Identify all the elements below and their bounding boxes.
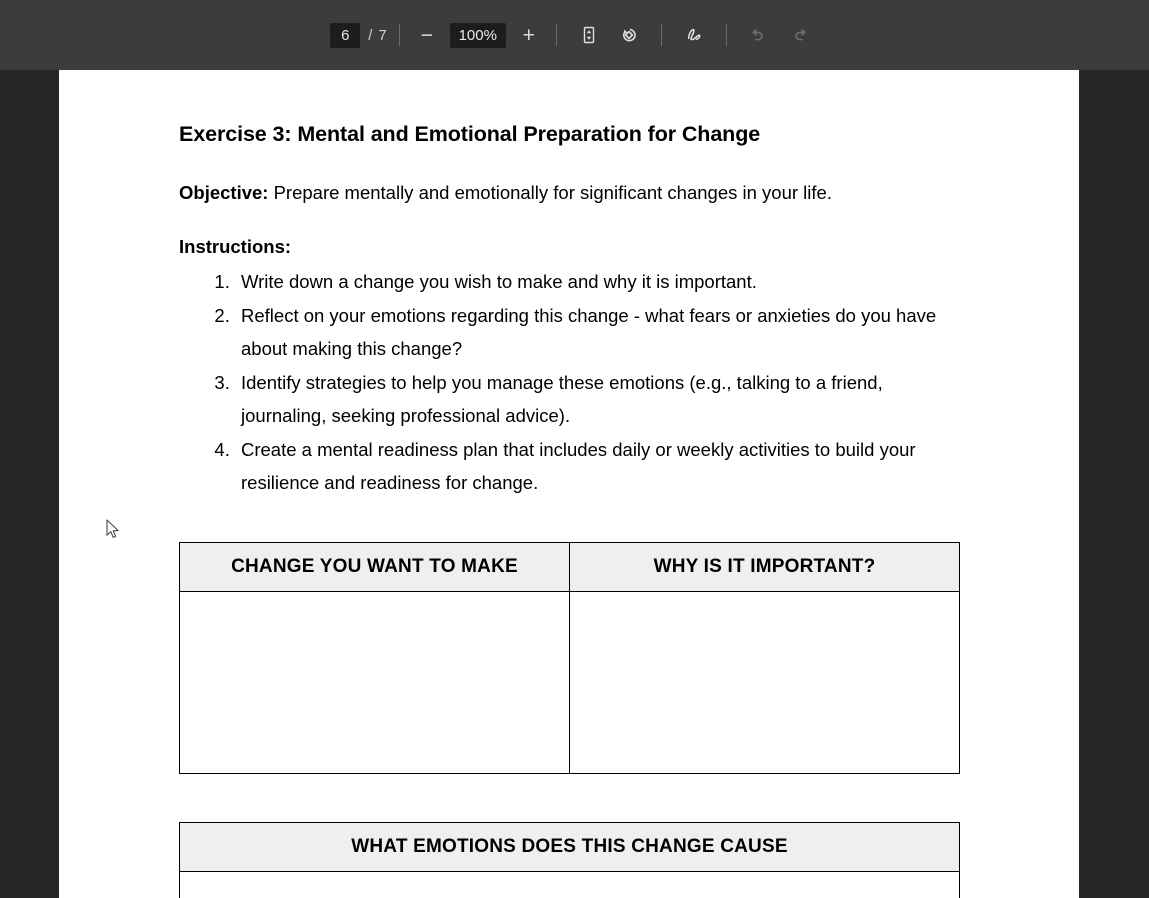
zoom-level-value[interactable]: 100% [450,23,506,48]
pdf-toolbar [0,0,1149,70]
emotions-table-body [180,871,960,898]
zoom-group [412,20,544,50]
instructions-list [179,266,959,499]
page-total-count: 7 [378,26,387,44]
page-separator: / [368,26,373,44]
zoom-in-button[interactable]: + [514,20,544,50]
rotate-counterclockwise-icon[interactable] [613,19,645,51]
table-row [180,871,960,898]
objective-paragraph [179,181,959,205]
table-spacer [179,774,959,822]
page-content [59,70,1079,898]
ink-draw-icon[interactable] [678,19,710,51]
page-title: Exercise 3: Mental and Emotional Preparation for Change [179,122,761,146]
table-header-cell: CHANGE YOU WANT TO MAKE [180,542,570,591]
list-item: 1. Write down a change you wish to make and why it is important. [235,266,959,299]
pdf-page [59,70,1079,898]
toolbar-divider-1 [399,24,400,46]
page-number-input[interactable] [330,23,360,48]
page-navigation-group [330,23,387,48]
table-cell[interactable] [180,591,570,773]
pdf-page-viewport[interactable] [0,70,1149,898]
objective-label: Objective: [179,182,269,203]
change-table [179,542,960,774]
change-table-head [180,542,960,591]
toolbar-divider-2 [556,24,557,46]
emotions-table [179,822,960,898]
list-item: 2. Reflect on your emotions regarding this change - what fears or anxieties do you have about making this change? [235,300,959,366]
toolbar-divider-4 [726,24,727,46]
list-item: 4. Create a mental readiness plan that includes daily or weekly activities to build your resilience and readiness for change. [235,434,959,500]
objective-text: Prepare mentally and emotionally for significant changes in your life. [268,182,832,203]
zoom-out-button[interactable]: − [412,20,442,50]
table-cell[interactable] [180,871,960,898]
list-item: 3. Identify strategies to help you manage these emotions (e.g., talking to a friend, journaling, seeking professional advice). [235,367,959,433]
history-group [739,19,819,51]
table-header-row [180,542,960,591]
instructions-label: Instructions: [179,236,292,258]
annotate-group [674,19,714,51]
emotions-table-head [180,822,960,871]
redo-icon[interactable] [783,19,815,51]
page-fit-icon[interactable] [573,19,605,51]
change-table-body [180,591,960,773]
table-header-cell: WHY IS IT IMPORTANT? [570,542,960,591]
undo-icon[interactable] [743,19,775,51]
toolbar-divider-3 [661,24,662,46]
view-tools-group [569,19,649,51]
table-row [180,591,960,773]
table-header-row [180,822,960,871]
table-cell[interactable] [570,591,960,773]
table-header-cell: WHAT EMOTIONS DOES THIS CHANGE CAUSE [180,822,960,871]
